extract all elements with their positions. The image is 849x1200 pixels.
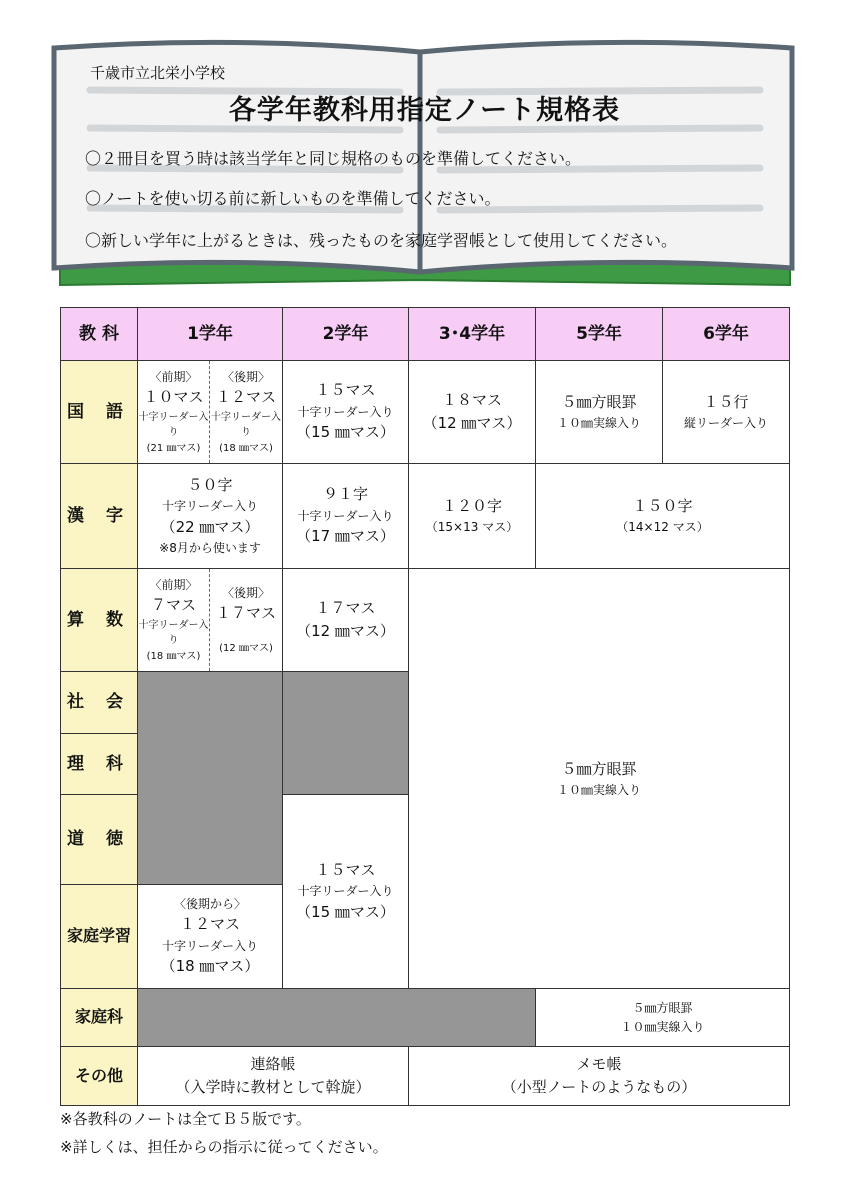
header-grade-5: 5学年 bbox=[536, 308, 663, 361]
school-name: 千歳市立北栄小学校 bbox=[90, 64, 226, 82]
subject-sansu: 算 数 bbox=[61, 569, 138, 672]
g2-lower-cell: １５マス 十字リーダー入り （15 ㎜マス） bbox=[283, 795, 409, 989]
kokugo-g2: １５マス 十字リーダー入り （15 ㎜マス） bbox=[283, 361, 409, 464]
sonota-g12: 連絡帳 （入学時に教材として斡旋） bbox=[138, 1047, 409, 1106]
sansu-g2: １７マス （12 ㎜マス） bbox=[283, 569, 409, 672]
kanji-g2: ９１字 十字リーダー入り （17 ㎜マス） bbox=[283, 464, 409, 569]
kokugo-g6: １５行 縦リーダー入り bbox=[663, 361, 790, 464]
footer-note-2: ※詳しくは、担任からの指示に従ってください。 bbox=[60, 1138, 388, 1156]
kanji-g34: １２０字 （15×13 マス） bbox=[409, 464, 536, 569]
subject-shakai: 社 会 bbox=[61, 672, 138, 734]
sansu-g1-early: 〈前期〉 ７マス 十字リーダー入り (18 ㎜マス) bbox=[138, 569, 210, 672]
note-line-2: 〇ノートを使い切る前に新しいものを準備してください。 bbox=[85, 189, 501, 208]
note-line-1: 〇２冊目を買う時は該当学年と同じ規格のものを準備してください。 bbox=[85, 149, 582, 168]
header-grade-6: 6学年 bbox=[663, 308, 790, 361]
gray-cell-g2 bbox=[283, 672, 409, 795]
kokugo-g34: １８マス （12 ㎜マス） bbox=[409, 361, 536, 464]
kanji-g56: １５０字 （14×12 マス） bbox=[536, 464, 790, 569]
kokugo-g5: ５㎜方眼罫 １０㎜実線入り bbox=[536, 361, 663, 464]
subject-kokugo: 国 語 bbox=[61, 361, 138, 464]
page-title: 各学年教科用指定ノート規格表 bbox=[228, 95, 621, 126]
subject-katei-gakushu: 家庭学習 bbox=[61, 885, 138, 989]
upper-grid-cell: ５㎜方眼罫 １０㎜実線入り bbox=[409, 569, 790, 989]
header-grade-1: 1学年 bbox=[138, 308, 283, 361]
gray-cell-kateika bbox=[138, 989, 536, 1047]
subject-kateika: 家庭科 bbox=[61, 989, 138, 1047]
header-subject: 教 科 bbox=[61, 308, 138, 361]
kateika-g56: ５㎜方眼罫 １０㎜実線入り bbox=[536, 989, 790, 1047]
sonota-g36: メモ帳 （小型ノートのようなもの） bbox=[409, 1047, 790, 1106]
note-line-3: 〇新しい学年に上がるときは、残ったものを家庭学習帳として使用してください。 bbox=[85, 231, 678, 250]
notebook-spec-table bbox=[60, 307, 790, 1106]
footer-note-1: ※各教科のノートは全てＢ５版です。 bbox=[60, 1110, 311, 1128]
kokugo-g1-late: 〈後期〉 １２マス 十字リーダー入り (18 ㎜マス) bbox=[210, 361, 283, 464]
gray-cell-g1 bbox=[138, 672, 283, 885]
kokugo-g1-early: 〈前期〉 １０マス 十字リーダー入り (21 ㎜マス) bbox=[138, 361, 210, 464]
header-grade-2: 2学年 bbox=[283, 308, 409, 361]
sansu-g1-late: 〈後期〉 １７マス (12 ㎜マス) bbox=[210, 569, 283, 672]
kanji-g1: ５０字 十字リーダー入り （22 ㎜マス） ※8月から使います bbox=[138, 464, 283, 569]
subject-dotoku: 道 徳 bbox=[61, 795, 138, 885]
subject-kanji: 漢 字 bbox=[61, 464, 138, 569]
katei-gakushu-g1: 〈後期から〉 １２マス 十字リーダー入り （18 ㎜マス） bbox=[138, 885, 283, 989]
subject-rika: 理 科 bbox=[61, 734, 138, 795]
subject-sonota: その他 bbox=[61, 1047, 138, 1106]
header-grade-3-4: 3･4学年 bbox=[409, 308, 536, 361]
